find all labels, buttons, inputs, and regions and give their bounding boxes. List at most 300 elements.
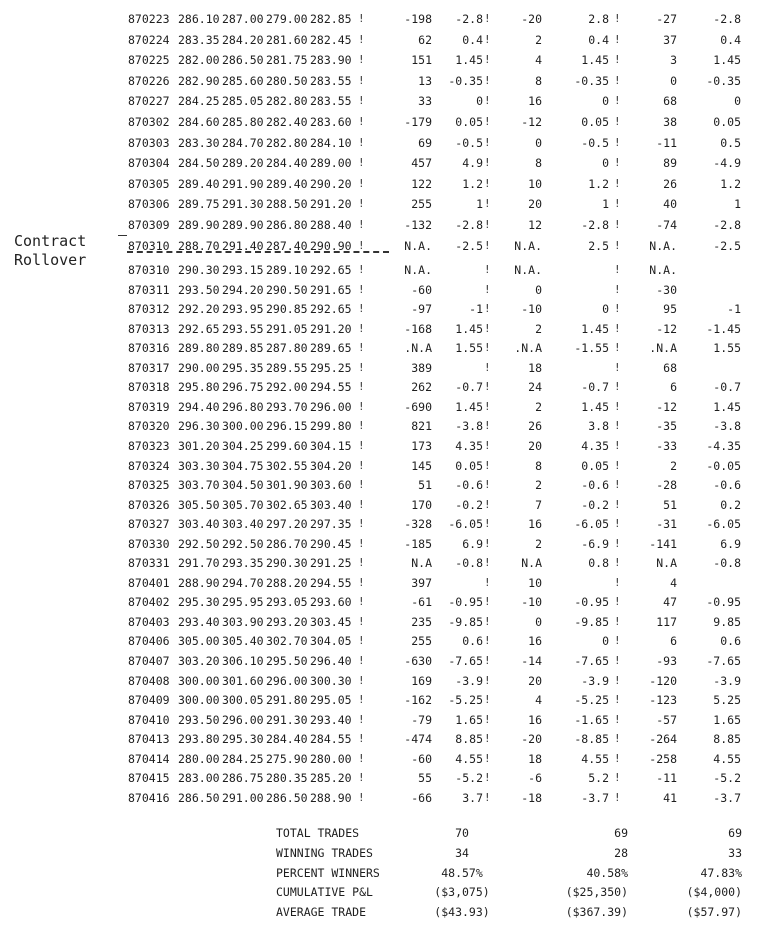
column-separator: ! bbox=[484, 790, 491, 804]
cell-s1a: 169 bbox=[411, 673, 432, 688]
cell-close: 284.55 bbox=[310, 732, 352, 747]
table-row bbox=[0, 319, 758, 339]
cell-close: 303.60 bbox=[310, 478, 352, 493]
cell-date: 870407 bbox=[128, 654, 170, 668]
cell-s1a: 122 bbox=[411, 176, 432, 191]
cell-high: 285.05 bbox=[222, 94, 264, 109]
cell-s1a: 173 bbox=[411, 438, 432, 453]
cell-s1b: -2.8 bbox=[455, 218, 483, 232]
column-separator: ! bbox=[484, 135, 491, 149]
cell-s1a: 145 bbox=[411, 458, 432, 473]
cell-high: 296.80 bbox=[222, 399, 264, 414]
cell-high: 296.75 bbox=[222, 380, 264, 395]
summary-value-strategy-2: 69 bbox=[614, 826, 628, 840]
cell-high: 287.00 bbox=[222, 12, 264, 26]
column-separator: ! bbox=[614, 751, 621, 765]
cell-s3b: 4.55 bbox=[713, 751, 741, 766]
cell-open: 283.00 bbox=[178, 771, 220, 786]
column-separator: ! bbox=[614, 693, 621, 707]
cell-low: 280.35 bbox=[266, 771, 308, 786]
cell-s1b: 0.4 bbox=[462, 32, 483, 47]
table-row bbox=[0, 416, 758, 436]
table-row bbox=[0, 514, 758, 534]
cell-s2a: 20 bbox=[528, 197, 542, 212]
cell-high: 293.15 bbox=[222, 263, 264, 277]
cell-open: 305.00 bbox=[178, 634, 220, 649]
cell-s1b: 1.45 bbox=[455, 53, 483, 68]
table-row bbox=[0, 495, 758, 515]
cell-low: 296.00 bbox=[266, 673, 308, 688]
cell-s3a: 6 bbox=[670, 634, 677, 649]
cell-s3b: 0.6 bbox=[720, 634, 741, 649]
cell-low: 302.55 bbox=[266, 458, 308, 473]
column-separator: ! bbox=[358, 32, 365, 46]
column-separator: ! bbox=[484, 556, 491, 570]
cell-date: 870304 bbox=[128, 156, 170, 171]
table-row bbox=[0, 436, 758, 456]
table-row bbox=[0, 612, 758, 632]
cell-low: 293.05 bbox=[266, 595, 308, 610]
column-separator: ! bbox=[614, 32, 621, 46]
cell-s2a: 0 bbox=[535, 614, 542, 629]
cell-low: 286.80 bbox=[266, 218, 308, 232]
column-separator: ! bbox=[484, 115, 491, 128]
cell-s2a: N.A. bbox=[514, 263, 542, 277]
column-separator: ! bbox=[358, 263, 365, 276]
cell-s1a: -60 bbox=[411, 751, 432, 766]
cell-date: 870323 bbox=[128, 438, 170, 453]
cell-low: 279.00 bbox=[266, 12, 308, 26]
cell-close: 282.45 bbox=[310, 32, 352, 47]
cell-s2b: 1 bbox=[602, 197, 609, 212]
cell-s2b: -0.7 bbox=[581, 380, 609, 395]
cell-s3a: -30 bbox=[656, 282, 677, 297]
cell-s2b: -0.5 bbox=[581, 135, 609, 150]
cell-date: 870330 bbox=[128, 536, 170, 551]
cell-s3a: 37 bbox=[663, 32, 677, 47]
column-separator: ! bbox=[358, 380, 365, 394]
cell-open: 292.65 bbox=[178, 321, 220, 336]
summary-row bbox=[0, 823, 758, 843]
summary-value-strategy-1: 70 bbox=[455, 826, 469, 840]
column-separator: ! bbox=[614, 135, 621, 149]
cell-s1a: 51 bbox=[418, 478, 432, 493]
cell-s3a: -141 bbox=[649, 536, 677, 551]
cell-s1a: -630 bbox=[404, 654, 432, 668]
cell-s2a: 20 bbox=[528, 438, 542, 453]
cell-s1a: -690 bbox=[404, 399, 432, 414]
cell-s1a: N.A bbox=[411, 556, 432, 571]
column-separator: ! bbox=[484, 575, 491, 589]
column-separator: ! bbox=[484, 419, 491, 433]
column-separator: ! bbox=[358, 341, 365, 355]
cell-date: 870416 bbox=[128, 790, 170, 805]
cell-open: 293.50 bbox=[178, 712, 220, 727]
cell-s1a: -66 bbox=[411, 790, 432, 805]
table-row bbox=[0, 50, 758, 70]
cell-close: 296.40 bbox=[310, 654, 352, 668]
cell-s3a: 40 bbox=[663, 197, 677, 212]
cell-high: 303.90 bbox=[222, 614, 264, 629]
cell-high: 284.20 bbox=[222, 32, 264, 47]
cell-high: 291.90 bbox=[222, 176, 264, 191]
cell-s2b: 3.8 bbox=[588, 419, 609, 434]
cell-s3a: 38 bbox=[663, 115, 677, 129]
cell-s3a: -264 bbox=[649, 732, 677, 747]
column-separator: ! bbox=[358, 478, 365, 492]
cell-s2a: 16 bbox=[528, 517, 542, 532]
cell-s2a: 8 bbox=[535, 458, 542, 473]
cell-date: 870302 bbox=[128, 115, 170, 129]
cell-low: 289.55 bbox=[266, 360, 308, 375]
cell-s1b: 1 bbox=[476, 197, 483, 212]
cell-date: 870414 bbox=[128, 751, 170, 766]
cell-s1a: .N.A bbox=[404, 341, 432, 356]
column-separator: ! bbox=[484, 53, 491, 67]
summary-value-strategy-3: 69 bbox=[728, 826, 742, 840]
cell-open: 289.90 bbox=[178, 218, 220, 232]
cell-s3b: -1 bbox=[727, 302, 741, 317]
cell-s2b: 5.2 bbox=[588, 771, 609, 786]
cell-s2b: 2.5 bbox=[588, 238, 609, 253]
cell-s3b: 1.45 bbox=[713, 53, 741, 68]
cell-s3b: -4.35 bbox=[706, 438, 741, 453]
cell-close: 300.30 bbox=[310, 673, 352, 688]
cell-s3a: N.A. bbox=[649, 263, 677, 277]
column-separator: ! bbox=[484, 771, 491, 785]
column-separator: ! bbox=[358, 176, 365, 190]
cell-s3a: 51 bbox=[663, 497, 677, 512]
cell-s2b: -1.55 bbox=[574, 341, 609, 356]
cell-s3a: -33 bbox=[656, 438, 677, 453]
table-row bbox=[0, 377, 758, 397]
cell-close: 304.15 bbox=[310, 438, 352, 453]
cell-high: 296.00 bbox=[222, 712, 264, 727]
summary-value-strategy-1: 48.57% bbox=[441, 866, 483, 880]
summary-row bbox=[0, 863, 758, 883]
cell-s3a: N.A. bbox=[649, 238, 677, 253]
contract-rollover-label-line1: Contract bbox=[14, 232, 87, 250]
cell-s1a: -60 bbox=[411, 282, 432, 297]
cell-high: 304.50 bbox=[222, 478, 264, 493]
cell-close: 294.55 bbox=[310, 575, 352, 590]
cell-s2a: 7 bbox=[535, 497, 542, 512]
cell-s1b: -0.2 bbox=[455, 497, 483, 512]
table-row bbox=[0, 553, 758, 573]
cell-date: 870415 bbox=[128, 771, 170, 786]
cell-s3a: -123 bbox=[649, 693, 677, 708]
cell-date: 870406 bbox=[128, 634, 170, 649]
column-separator: ! bbox=[484, 156, 491, 170]
cell-low: 288.50 bbox=[266, 197, 308, 212]
cell-close: 290.45 bbox=[310, 536, 352, 551]
cell-s3b: -0.6 bbox=[713, 478, 741, 493]
cell-low: 290.50 bbox=[266, 282, 308, 297]
cell-date: 870325 bbox=[128, 478, 170, 493]
table-row bbox=[0, 788, 758, 808]
cell-open: 293.50 bbox=[178, 282, 220, 297]
cell-s2a: 20 bbox=[528, 673, 542, 688]
cell-s3b: -0.8 bbox=[713, 556, 741, 571]
cell-date: 870313 bbox=[128, 321, 170, 336]
cell-close: 295.05 bbox=[310, 693, 352, 708]
column-separator: ! bbox=[614, 634, 621, 648]
column-separator: ! bbox=[484, 693, 491, 707]
table-row bbox=[0, 671, 758, 691]
cell-high: 303.40 bbox=[222, 517, 264, 532]
cell-s2a: 4 bbox=[535, 53, 542, 68]
cell-s1b: 1.45 bbox=[455, 399, 483, 414]
cell-low: 290.85 bbox=[266, 302, 308, 317]
column-separator: ! bbox=[484, 654, 491, 667]
cell-close: 291.65 bbox=[310, 282, 352, 297]
table-row bbox=[0, 573, 758, 593]
cell-s1b: -5.25 bbox=[448, 693, 483, 708]
cell-s2b: -6.05 bbox=[574, 517, 609, 532]
cell-high: 304.25 bbox=[222, 438, 264, 453]
cell-s2b: 4.35 bbox=[581, 438, 609, 453]
cell-s1b: 4.9 bbox=[462, 156, 483, 171]
cell-close: 289.65 bbox=[310, 341, 352, 356]
cell-s3b: -7.65 bbox=[706, 654, 741, 668]
table-row bbox=[0, 91, 758, 111]
column-separator: ! bbox=[614, 156, 621, 170]
column-separator: ! bbox=[358, 790, 365, 804]
cell-open: 284.50 bbox=[178, 156, 220, 171]
column-separator: ! bbox=[614, 12, 621, 25]
cell-high: 301.60 bbox=[222, 673, 264, 688]
cell-s2b: -0.2 bbox=[581, 497, 609, 512]
summary-value-strategy-2: 40.58% bbox=[586, 866, 628, 880]
cell-low: 282.80 bbox=[266, 135, 308, 150]
cell-high: 304.75 bbox=[222, 458, 264, 473]
column-separator: ! bbox=[484, 94, 491, 108]
cell-high: 295.30 bbox=[222, 732, 264, 747]
column-separator: ! bbox=[358, 360, 365, 374]
table-row bbox=[0, 174, 758, 194]
cell-date: 870310 bbox=[128, 238, 170, 253]
cell-low: 292.00 bbox=[266, 380, 308, 395]
cell-s3a: -12 bbox=[656, 321, 677, 336]
cell-s1b: 1.45 bbox=[455, 321, 483, 336]
cell-date: 870326 bbox=[128, 497, 170, 512]
cell-open: 295.80 bbox=[178, 380, 220, 395]
cell-s1b: 4.35 bbox=[455, 438, 483, 453]
cell-open: 289.40 bbox=[178, 176, 220, 191]
cell-s2b: -0.6 bbox=[581, 478, 609, 493]
cell-open: 290.30 bbox=[178, 263, 220, 277]
cell-s3a: 68 bbox=[663, 94, 677, 109]
cell-open: 284.25 bbox=[178, 94, 220, 109]
cell-s2b: -5.25 bbox=[574, 693, 609, 708]
cell-s2b: 2.8 bbox=[588, 12, 609, 26]
cell-s2b: -2.8 bbox=[581, 218, 609, 232]
column-separator: ! bbox=[614, 556, 621, 570]
column-separator: ! bbox=[484, 595, 491, 609]
cell-s3a: -35 bbox=[656, 419, 677, 434]
cell-high: 289.20 bbox=[222, 156, 264, 171]
cell-s1b: 0.05 bbox=[455, 115, 483, 129]
column-separator: ! bbox=[484, 197, 491, 211]
column-separator: ! bbox=[484, 263, 491, 276]
cell-high: 284.70 bbox=[222, 135, 264, 150]
cell-s3a: 47 bbox=[663, 595, 677, 610]
cell-s2b: 0 bbox=[602, 94, 609, 109]
cell-open: 283.35 bbox=[178, 32, 220, 47]
cell-close: 299.80 bbox=[310, 419, 352, 434]
table-row bbox=[0, 299, 758, 319]
cell-date: 870413 bbox=[128, 732, 170, 747]
column-separator: ! bbox=[358, 115, 365, 128]
summary-label: AVERAGE TRADE bbox=[276, 905, 367, 919]
cell-s3b: -2.8 bbox=[713, 218, 741, 232]
cell-high: 300.00 bbox=[222, 419, 264, 434]
column-separator: ! bbox=[614, 517, 621, 531]
cell-s2b: -0.95 bbox=[574, 595, 609, 610]
cell-s2b: 1.45 bbox=[581, 321, 609, 336]
column-separator: ! bbox=[614, 654, 621, 667]
cell-date: 870327 bbox=[128, 517, 170, 532]
column-separator: ! bbox=[358, 634, 365, 648]
table-row bbox=[0, 651, 758, 671]
cell-date: 870319 bbox=[128, 399, 170, 414]
cell-s2a: .N.A bbox=[514, 341, 542, 356]
cell-close: 280.00 bbox=[310, 751, 352, 766]
cell-s3b: 1 bbox=[734, 197, 741, 212]
cell-low: 296.15 bbox=[266, 419, 308, 434]
cell-open: 305.50 bbox=[178, 497, 220, 512]
cell-s1b: -2.8 bbox=[455, 12, 483, 26]
column-separator: ! bbox=[614, 197, 621, 211]
table-row bbox=[0, 631, 758, 651]
column-separator: ! bbox=[358, 302, 365, 316]
cell-date: 870402 bbox=[128, 595, 170, 610]
column-separator: ! bbox=[358, 732, 365, 746]
column-separator: ! bbox=[484, 634, 491, 648]
column-separator: ! bbox=[358, 751, 365, 765]
cell-low: 293.20 bbox=[266, 614, 308, 629]
column-separator: ! bbox=[484, 497, 491, 511]
cell-s1a: 33 bbox=[418, 94, 432, 109]
cell-high: 293.35 bbox=[222, 556, 264, 571]
cell-s1b: -0.35 bbox=[448, 73, 483, 88]
cell-s1b: -9.85 bbox=[448, 614, 483, 629]
cell-s3b: -0.95 bbox=[706, 595, 741, 610]
cell-date: 870331 bbox=[128, 556, 170, 571]
cell-s1b: -0.7 bbox=[455, 380, 483, 395]
cell-s3a: 68 bbox=[663, 360, 677, 375]
cell-low: 282.80 bbox=[266, 94, 308, 109]
cell-high: 293.55 bbox=[222, 321, 264, 336]
cell-s2a: -18 bbox=[521, 790, 542, 805]
cell-close: 293.40 bbox=[310, 712, 352, 727]
cell-open: 283.30 bbox=[178, 135, 220, 150]
cell-open: 288.70 bbox=[178, 238, 220, 253]
cell-low: 289.40 bbox=[266, 176, 308, 191]
cell-s3a: -28 bbox=[656, 478, 677, 493]
summary-value-strategy-3: ($4,000) bbox=[686, 885, 742, 899]
cell-s2a: -10 bbox=[521, 302, 542, 317]
cell-s2b: -3.7 bbox=[581, 790, 609, 805]
cell-open: 286.10 bbox=[178, 12, 220, 26]
cell-s1b: -1 bbox=[469, 302, 483, 317]
cell-s2a: 2 bbox=[535, 32, 542, 47]
cell-s3b: 1.45 bbox=[713, 399, 741, 414]
cell-s3a: 89 bbox=[663, 156, 677, 171]
cell-low: 293.70 bbox=[266, 399, 308, 414]
column-separator: ! bbox=[358, 53, 365, 67]
cell-close: 288.40 bbox=[310, 218, 352, 232]
cell-s1a: 62 bbox=[418, 32, 432, 47]
summary-value-strategy-1: 34 bbox=[455, 846, 469, 860]
cell-open: 289.75 bbox=[178, 197, 220, 212]
cell-date: 870303 bbox=[128, 135, 170, 150]
cell-low: 291.05 bbox=[266, 321, 308, 336]
cell-close: 294.55 bbox=[310, 380, 352, 395]
cell-s2b: 0 bbox=[602, 156, 609, 171]
table-row bbox=[0, 280, 758, 300]
column-separator: ! bbox=[614, 575, 621, 589]
column-separator: ! bbox=[358, 575, 365, 589]
cell-s1b: -0.6 bbox=[455, 478, 483, 493]
cell-s3a: -27 bbox=[656, 12, 677, 26]
column-separator: ! bbox=[614, 115, 621, 128]
cell-s3b: -2.8 bbox=[713, 12, 741, 26]
column-separator: ! bbox=[358, 517, 365, 531]
cell-date: 870226 bbox=[128, 73, 170, 88]
cell-high: 295.35 bbox=[222, 360, 264, 375]
cell-s1b: -3.8 bbox=[455, 419, 483, 434]
column-separator: ! bbox=[358, 419, 365, 433]
cell-s1b: -0.5 bbox=[455, 135, 483, 150]
column-separator: ! bbox=[358, 712, 365, 726]
cell-high: 294.20 bbox=[222, 282, 264, 297]
cell-s3b: -0.05 bbox=[706, 458, 741, 473]
table-row bbox=[0, 534, 758, 554]
cell-low: 302.70 bbox=[266, 634, 308, 649]
cell-high: 289.90 bbox=[222, 218, 264, 232]
column-separator: ! bbox=[614, 438, 621, 452]
table-row bbox=[0, 768, 758, 788]
cell-open: 303.30 bbox=[178, 458, 220, 473]
cell-low: 275.90 bbox=[266, 751, 308, 766]
cell-s2a: N.A. bbox=[514, 238, 542, 253]
table-row bbox=[0, 690, 758, 710]
cell-s2a: 10 bbox=[528, 575, 542, 590]
column-separator: ! bbox=[358, 536, 365, 550]
cell-s2a: N.A bbox=[521, 556, 542, 571]
column-separator: ! bbox=[614, 732, 621, 746]
table-row bbox=[0, 710, 758, 730]
cell-close: 290.90 bbox=[310, 238, 352, 253]
column-separator: ! bbox=[614, 614, 621, 628]
cell-s2a: 10 bbox=[528, 176, 542, 191]
cell-low: 291.30 bbox=[266, 712, 308, 727]
cell-s3a: -74 bbox=[656, 218, 677, 232]
column-separator: ! bbox=[484, 673, 491, 687]
cell-s2a: 2 bbox=[535, 536, 542, 551]
cell-high: 293.95 bbox=[222, 302, 264, 317]
column-separator: ! bbox=[484, 302, 491, 316]
cell-low: 290.30 bbox=[266, 556, 308, 571]
cell-s2b: -7.65 bbox=[574, 654, 609, 668]
cell-s2a: -10 bbox=[521, 595, 542, 610]
cell-high: 294.70 bbox=[222, 575, 264, 590]
table-row bbox=[0, 71, 758, 91]
column-separator: ! bbox=[484, 458, 491, 472]
cell-close: 283.55 bbox=[310, 73, 352, 88]
cell-date: 870320 bbox=[128, 419, 170, 434]
